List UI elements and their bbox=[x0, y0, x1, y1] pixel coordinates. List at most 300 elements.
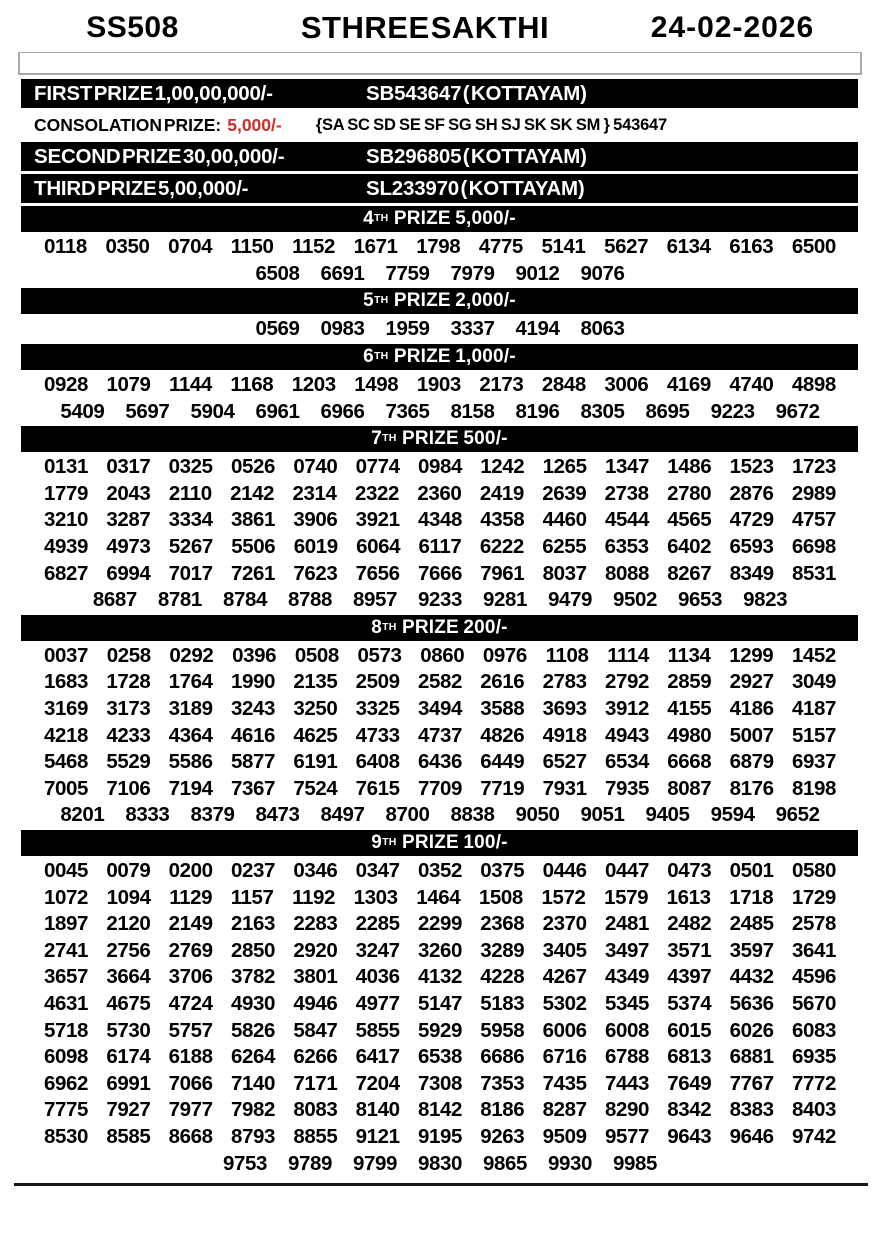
ticket-number: 8176 bbox=[729, 776, 774, 800]
ticket-number: 8403 bbox=[791, 1098, 836, 1122]
ticket-number: 5007 bbox=[729, 723, 774, 747]
section-header-bar bbox=[21, 288, 858, 314]
ticket-number: 0569 bbox=[255, 317, 300, 341]
ticket-number: 6698 bbox=[791, 535, 836, 559]
ticket-number: 0396 bbox=[232, 643, 277, 667]
ticket-number: 0258 bbox=[106, 643, 151, 667]
consolation-series-list: {SA SC SD SE SF SG SH SJ SK SK SM } 543647 bbox=[315, 115, 668, 134]
ticket-number: 1464 bbox=[416, 885, 461, 909]
ticket-number: 7927 bbox=[106, 1098, 151, 1122]
ticket-number-row bbox=[44, 1070, 836, 1097]
ticket-number: 1486 bbox=[667, 455, 712, 479]
ticket-number: 1203 bbox=[291, 373, 336, 397]
blank-strip bbox=[18, 52, 862, 75]
ticket-number: 0045 bbox=[44, 858, 89, 882]
ticket-number-row bbox=[44, 911, 836, 938]
ticket-number: 4675 bbox=[106, 991, 151, 1015]
ticket-number: 5586 bbox=[168, 750, 213, 774]
ticket-number: 0860 bbox=[420, 643, 465, 667]
ticket-number: 2876 bbox=[729, 481, 774, 505]
ticket-number: 6417 bbox=[355, 1045, 400, 1069]
ticket-number: 1265 bbox=[542, 455, 587, 479]
ticket-number: 3494 bbox=[417, 697, 462, 721]
ticket-number: 2859 bbox=[667, 670, 712, 694]
ticket-number-row bbox=[44, 560, 836, 587]
ticket-number: 7772 bbox=[791, 1071, 836, 1095]
ticket-number: 1150 bbox=[230, 235, 274, 259]
ticket-number: 4918 bbox=[542, 723, 587, 747]
first-prize-winner: SB543647 ( KOTTAYAM) bbox=[366, 81, 587, 105]
ticket-number: 9823 bbox=[743, 588, 788, 612]
ticket-number: 5302 bbox=[542, 991, 587, 1015]
ticket-number: 9930 bbox=[548, 1151, 593, 1175]
ticket-number: 2173 bbox=[479, 373, 524, 397]
ticket-number: 0325 bbox=[168, 455, 213, 479]
ticket-number: 6966 bbox=[320, 399, 365, 423]
ticket-number: 4737 bbox=[417, 723, 462, 747]
ticket-number: 4187 bbox=[791, 697, 836, 721]
ticket-number-row bbox=[44, 749, 836, 776]
ticket-number: 0928 bbox=[44, 373, 89, 397]
ticket-number: 9509 bbox=[542, 1124, 587, 1148]
ticket-number: 8700 bbox=[385, 803, 430, 827]
ticket-number: 2360 bbox=[417, 481, 462, 505]
ticket-number: 9076 bbox=[580, 261, 625, 285]
ticket-number: 7931 bbox=[542, 776, 587, 800]
ticket-number: 8473 bbox=[255, 803, 300, 827]
ticket-number: 9652 bbox=[775, 803, 820, 827]
section-ordinal-suffix: TH bbox=[373, 212, 389, 224]
ticket-number: 6593 bbox=[729, 535, 774, 559]
ticket-number: 5697 bbox=[125, 399, 170, 423]
ticket-number: 2419 bbox=[479, 481, 524, 505]
ticket-number: 0501 bbox=[729, 858, 774, 882]
ticket-number: 4898 bbox=[791, 373, 836, 397]
ticket-number: 3782 bbox=[230, 965, 275, 989]
draw-code: SS508 bbox=[86, 11, 179, 44]
ticket-number: 8497 bbox=[320, 803, 365, 827]
ticket-number: 3588 bbox=[480, 697, 525, 721]
ticket-number: 3497 bbox=[604, 938, 649, 962]
ticket-number: 8333 bbox=[125, 803, 170, 827]
ticket-number-row bbox=[44, 316, 836, 343]
ticket-number: 8186 bbox=[480, 1098, 525, 1122]
ticket-number: 3921 bbox=[355, 508, 400, 532]
ticket-number-row bbox=[44, 964, 836, 991]
ticket-number: 1728 bbox=[106, 670, 151, 694]
ticket-number: 3325 bbox=[355, 697, 400, 721]
ticket-number: 4228 bbox=[480, 965, 525, 989]
ticket-number: 5958 bbox=[480, 1018, 525, 1042]
ticket-number: 0446 bbox=[542, 858, 587, 882]
ticket-number: 9653 bbox=[678, 588, 723, 612]
ticket-number: 8838 bbox=[450, 803, 495, 827]
ticket-number-row bbox=[44, 991, 836, 1018]
section-ordinal: 7 bbox=[371, 427, 383, 449]
ticket-number: 1072 bbox=[44, 885, 89, 909]
ticket-number: 9672 bbox=[775, 399, 820, 423]
ticket-number: 4397 bbox=[667, 965, 712, 989]
ticket-number: 4946 bbox=[293, 991, 338, 1015]
ticket-number: 8349 bbox=[729, 561, 774, 585]
ticket-number-row bbox=[44, 1124, 836, 1151]
ticket-number: 9263 bbox=[480, 1124, 525, 1148]
ticket-number: 9643 bbox=[667, 1124, 712, 1148]
consolation-prize-row bbox=[21, 111, 858, 139]
section-header-bar bbox=[21, 830, 858, 856]
ticket-number: 7066 bbox=[168, 1071, 213, 1095]
ticket-number: 7961 bbox=[480, 561, 525, 585]
ticket-number: 6255 bbox=[542, 535, 587, 559]
ticket-number: 4218 bbox=[44, 723, 89, 747]
section-title-text: PRIZE 200/- bbox=[397, 616, 508, 638]
ticket-number: 8087 bbox=[667, 776, 712, 800]
ticket-number: 0200 bbox=[168, 858, 213, 882]
ticket-number: 7308 bbox=[417, 1071, 462, 1095]
ticket-number: 7194 bbox=[168, 776, 213, 800]
ticket-number: 1579 bbox=[604, 885, 649, 909]
ticket-number: 0317 bbox=[106, 455, 151, 479]
ticket-number: 2920 bbox=[293, 938, 338, 962]
ticket-number: 2578 bbox=[791, 912, 836, 936]
ticket-number: 3706 bbox=[168, 965, 213, 989]
ticket-number: 2370 bbox=[542, 912, 587, 936]
ticket-number: 8063 bbox=[580, 317, 625, 341]
second-prize-winner: SB296805 ( KOTTAYAM) bbox=[366, 144, 587, 168]
ticket-number: 6117 bbox=[418, 535, 462, 559]
ticket-number: 6264 bbox=[230, 1045, 275, 1069]
section-header-bar bbox=[21, 206, 858, 232]
ticket-number: 1129 bbox=[169, 885, 213, 909]
ticket-number: 2639 bbox=[542, 481, 587, 505]
ticket-number: 7775 bbox=[44, 1098, 89, 1122]
ticket-number: 1718 bbox=[729, 885, 774, 909]
ticket-number: 8383 bbox=[729, 1098, 774, 1122]
ticket-number: 3337 bbox=[450, 317, 495, 341]
ticket-number: 2142 bbox=[230, 481, 275, 505]
second-prize-bar bbox=[21, 142, 858, 171]
ticket-number: 7140 bbox=[230, 1071, 275, 1095]
ticket-number: 1192 bbox=[292, 885, 336, 909]
bottom-divider bbox=[14, 1183, 868, 1186]
ticket-number: 4729 bbox=[729, 508, 774, 532]
ticket-number: 1508 bbox=[478, 885, 523, 909]
ticket-number: 1959 bbox=[385, 317, 430, 341]
ticket-number: 7005 bbox=[44, 776, 89, 800]
ticket-number: 1144 bbox=[169, 373, 212, 397]
ticket-number: 2989 bbox=[791, 481, 836, 505]
ticket-number: 2481 bbox=[604, 912, 649, 936]
ticket-number: 6006 bbox=[542, 1018, 587, 1042]
ticket-number-row bbox=[44, 372, 836, 399]
ticket-number: 1903 bbox=[416, 373, 461, 397]
ticket-number: 2927 bbox=[729, 670, 774, 694]
ticket-number: 4432 bbox=[729, 965, 774, 989]
ticket-number-row bbox=[44, 1017, 836, 1044]
ticket-number: 7365 bbox=[385, 399, 430, 423]
ticket-number: 0526 bbox=[230, 455, 275, 479]
ticket-number-row bbox=[44, 261, 836, 288]
ticket-number: 5757 bbox=[168, 1018, 213, 1042]
ticket-number: 8695 bbox=[645, 399, 690, 423]
ticket-number: 2368 bbox=[480, 912, 525, 936]
ticket-number: 9012 bbox=[515, 261, 560, 285]
ticket-number: 6449 bbox=[480, 750, 525, 774]
section-ordinal-suffix: TH bbox=[382, 620, 397, 633]
ticket-number-row bbox=[44, 937, 836, 964]
ticket-number-row bbox=[44, 858, 836, 885]
ticket-number: 6538 bbox=[417, 1045, 462, 1069]
ticket-number: 8196 bbox=[515, 399, 560, 423]
ticket-number: 1572 bbox=[541, 885, 586, 909]
ticket-number: 2485 bbox=[729, 912, 774, 936]
ticket-number: 7367 bbox=[230, 776, 275, 800]
ticket-number: 3861 bbox=[230, 508, 275, 532]
ticket-number: 1094 bbox=[106, 885, 151, 909]
ticket-number: 1134 bbox=[667, 643, 711, 667]
section-ordinal: 9 bbox=[371, 831, 383, 853]
ticket-number: 0704 bbox=[168, 235, 213, 259]
ticket-number: 7443 bbox=[604, 1071, 649, 1095]
ticket-number: 8379 bbox=[190, 803, 235, 827]
ticket-number: 0774 bbox=[355, 455, 400, 479]
ticket-number: 1108 bbox=[545, 643, 589, 667]
ticket-number: 1452 bbox=[791, 643, 836, 667]
ticket-number: 3260 bbox=[417, 938, 462, 962]
section-ordinal: 4 bbox=[363, 208, 374, 229]
ticket-number-row bbox=[44, 534, 836, 561]
ticket-number: 0292 bbox=[169, 643, 214, 667]
section-header-bar bbox=[21, 344, 858, 370]
ticket-number: 5147 bbox=[417, 991, 462, 1015]
ticket-number: 6083 bbox=[791, 1018, 836, 1042]
section-title-text: PRIZE 2,000/- bbox=[389, 290, 516, 312]
ticket-number: 4132 bbox=[417, 965, 462, 989]
ticket-number-row bbox=[44, 454, 836, 481]
ticket-number: 5877 bbox=[230, 750, 275, 774]
third-prize-winner: SL233970 ( KOTTAYAM) bbox=[366, 176, 585, 200]
section-ordinal: 8 bbox=[371, 616, 383, 638]
ticket-number: 4169 bbox=[666, 373, 711, 397]
ticket-number: 8201 bbox=[60, 803, 105, 827]
ticket-number: 4775 bbox=[478, 235, 523, 259]
first-prize-bar bbox=[21, 79, 858, 108]
ticket-number: 2285 bbox=[355, 912, 400, 936]
ticket-number: 2783 bbox=[542, 670, 587, 694]
section-header-bar bbox=[21, 426, 858, 452]
first-prize-label: FIRST PRIZE 1,00,00,000/- bbox=[34, 81, 273, 105]
ticket-number: 6163 bbox=[729, 235, 774, 259]
ticket-number: 3571 bbox=[667, 938, 712, 962]
ticket-number: 2616 bbox=[480, 670, 525, 694]
ticket-number: 6191 bbox=[293, 750, 338, 774]
ticket-number: 4724 bbox=[168, 991, 213, 1015]
ticket-number-row bbox=[44, 802, 836, 829]
prize-sections bbox=[0, 206, 880, 1177]
ticket-number: 7759 bbox=[385, 261, 430, 285]
ticket-number: 0447 bbox=[604, 858, 649, 882]
ticket-number: 8585 bbox=[106, 1124, 151, 1148]
ticket-number: 2110 bbox=[168, 481, 212, 505]
ticket-number: 9502 bbox=[613, 588, 658, 612]
ticket-number: 0984 bbox=[417, 455, 462, 479]
ticket-number: 0037 bbox=[44, 643, 89, 667]
ticket-number-row bbox=[44, 234, 836, 261]
ticket-number: 5506 bbox=[231, 535, 276, 559]
ticket-number: 2043 bbox=[106, 481, 151, 505]
ticket-number: 6935 bbox=[791, 1045, 836, 1069]
section-title-text: PRIZE 5,000/- bbox=[389, 208, 516, 229]
ticket-number: 8342 bbox=[667, 1098, 712, 1122]
ticket-number: 0118 bbox=[44, 235, 87, 259]
ticket-number: 2149 bbox=[168, 912, 213, 936]
ticket-number: 5468 bbox=[44, 750, 89, 774]
ticket-number: 5409 bbox=[60, 399, 105, 423]
ticket-number: 2792 bbox=[604, 670, 649, 694]
ticket-number: 2756 bbox=[106, 938, 151, 962]
ticket-number: 3247 bbox=[355, 938, 400, 962]
ticket-number-row bbox=[44, 1044, 836, 1071]
ticket-number: 8788 bbox=[287, 588, 332, 612]
ticket-number: 8037 bbox=[542, 561, 587, 585]
ticket-number: 3289 bbox=[480, 938, 525, 962]
ticket-number: 0740 bbox=[293, 455, 338, 479]
lottery-title: STHREE SAKTHI bbox=[300, 10, 550, 45]
ticket-number: 0131 bbox=[44, 455, 89, 479]
ticket-number: 4757 bbox=[791, 508, 836, 532]
ticket-number: 6813 bbox=[667, 1045, 712, 1069]
ticket-number: 1347 bbox=[604, 455, 649, 479]
ticket-number: 8142 bbox=[417, 1098, 462, 1122]
section-ordinal: 5 bbox=[363, 290, 374, 312]
ticket-number: 9594 bbox=[710, 803, 755, 827]
ticket-number: 3597 bbox=[729, 938, 774, 962]
ticket-number: 6098 bbox=[44, 1045, 89, 1069]
ticket-number: 3210 bbox=[44, 508, 89, 532]
ticket-number-row bbox=[44, 722, 836, 749]
ticket-number: 7353 bbox=[480, 1071, 525, 1095]
ticket-number: 5718 bbox=[44, 1018, 89, 1042]
ticket-number: 8290 bbox=[604, 1098, 649, 1122]
ticket-number: 9799 bbox=[352, 1151, 397, 1175]
ticket-number: 6408 bbox=[355, 750, 400, 774]
ticket-number: 8305 bbox=[580, 399, 625, 423]
ticket-number-row bbox=[44, 669, 836, 696]
ticket-number: 0237 bbox=[230, 858, 275, 882]
ticket-number: 3006 bbox=[604, 373, 649, 397]
ticket-number: 1303 bbox=[353, 885, 398, 909]
ticket-number: 8140 bbox=[355, 1098, 400, 1122]
ticket-number: 0508 bbox=[294, 643, 339, 667]
section-header-bar bbox=[21, 615, 858, 641]
ticket-number: 7709 bbox=[417, 776, 462, 800]
section-ordinal-suffix: TH bbox=[373, 349, 389, 362]
ticket-number-row bbox=[44, 776, 836, 803]
ticket-number: 2848 bbox=[541, 373, 586, 397]
ticket-number: 1729 bbox=[791, 885, 836, 909]
ticket-number: 2135 bbox=[293, 670, 338, 694]
ticket-number: 6716 bbox=[542, 1045, 587, 1069]
ticket-number: 1683 bbox=[44, 670, 89, 694]
ticket-number: 9223 bbox=[710, 399, 755, 423]
ticket-number: 0079 bbox=[106, 858, 151, 882]
ticket-number: 3287 bbox=[106, 508, 151, 532]
ticket-number: 1779 bbox=[44, 481, 89, 505]
ticket-number: 3405 bbox=[542, 938, 587, 962]
ticket-number: 5855 bbox=[355, 1018, 400, 1042]
ticket-number: 8793 bbox=[230, 1124, 275, 1148]
ticket-number: 1671 bbox=[353, 235, 398, 259]
ticket-number: 2850 bbox=[230, 938, 275, 962]
ticket-number: 7979 bbox=[450, 261, 495, 285]
ticket-number-row bbox=[44, 398, 836, 425]
ticket-number: 3334 bbox=[168, 508, 213, 532]
ticket-number: 2509 bbox=[355, 670, 400, 694]
ticket-number: 9233 bbox=[417, 588, 462, 612]
ticket-number: 1079 bbox=[106, 373, 151, 397]
consolation-amount: 5,000/- bbox=[227, 114, 282, 135]
ticket-number: 4036 bbox=[355, 965, 400, 989]
ticket-number: 0346 bbox=[293, 858, 338, 882]
ticket-number-row bbox=[44, 507, 836, 534]
ticket-number: 3250 bbox=[293, 697, 338, 721]
ticket-number: 4544 bbox=[604, 508, 649, 532]
ticket-number: 4349 bbox=[604, 965, 649, 989]
ticket-number: 6019 bbox=[293, 535, 338, 559]
ticket-number: 9051 bbox=[580, 803, 625, 827]
ticket-number: 9830 bbox=[417, 1151, 462, 1175]
section-title-text: PRIZE 500/- bbox=[397, 427, 508, 449]
ticket-number: 8267 bbox=[667, 561, 712, 585]
draw-date: 24-02-2026 bbox=[650, 11, 815, 44]
section-ordinal-suffix: TH bbox=[382, 835, 397, 848]
ticket-number: 4155 bbox=[667, 697, 712, 721]
ticket-number: 2769 bbox=[168, 938, 213, 962]
ticket-number: 8531 bbox=[791, 561, 836, 585]
ticket-number: 3801 bbox=[293, 965, 338, 989]
ticket-number: 4625 bbox=[293, 723, 338, 747]
ticket-number: 9195 bbox=[417, 1124, 462, 1148]
ticket-number: 5267 bbox=[168, 535, 213, 559]
ticket-number: 1613 bbox=[666, 885, 711, 909]
ticket-number: 4939 bbox=[44, 535, 89, 559]
ticket-number: 9985 bbox=[613, 1151, 658, 1175]
ticket-number: 4358 bbox=[480, 508, 525, 532]
ticket-number: 7656 bbox=[355, 561, 400, 585]
ticket-number: 0580 bbox=[791, 858, 836, 882]
ticket-number: 4826 bbox=[480, 723, 525, 747]
ticket-number: 4348 bbox=[417, 508, 462, 532]
ticket-number: 7935 bbox=[604, 776, 649, 800]
ticket-number: 6961 bbox=[255, 399, 300, 423]
ticket-number: 2314 bbox=[292, 481, 337, 505]
ticket-number: 6508 bbox=[255, 261, 300, 285]
ticket-number-row bbox=[44, 1150, 836, 1177]
ticket-number: 7106 bbox=[106, 776, 151, 800]
ticket-number: 9479 bbox=[548, 588, 593, 612]
ticket-number: 8957 bbox=[352, 588, 397, 612]
ticket-number: 8668 bbox=[168, 1124, 213, 1148]
ticket-number: 0573 bbox=[357, 643, 402, 667]
ticket-number: 6991 bbox=[106, 1071, 151, 1095]
ticket-number: 4616 bbox=[230, 723, 275, 747]
ticket-number: 4186 bbox=[729, 697, 774, 721]
ticket-number: 7615 bbox=[355, 776, 400, 800]
section-ordinal-suffix: TH bbox=[382, 431, 397, 444]
ticket-number: 6222 bbox=[479, 535, 524, 559]
ticket-number: 2120 bbox=[106, 912, 151, 936]
ticket-number: 3657 bbox=[44, 965, 89, 989]
